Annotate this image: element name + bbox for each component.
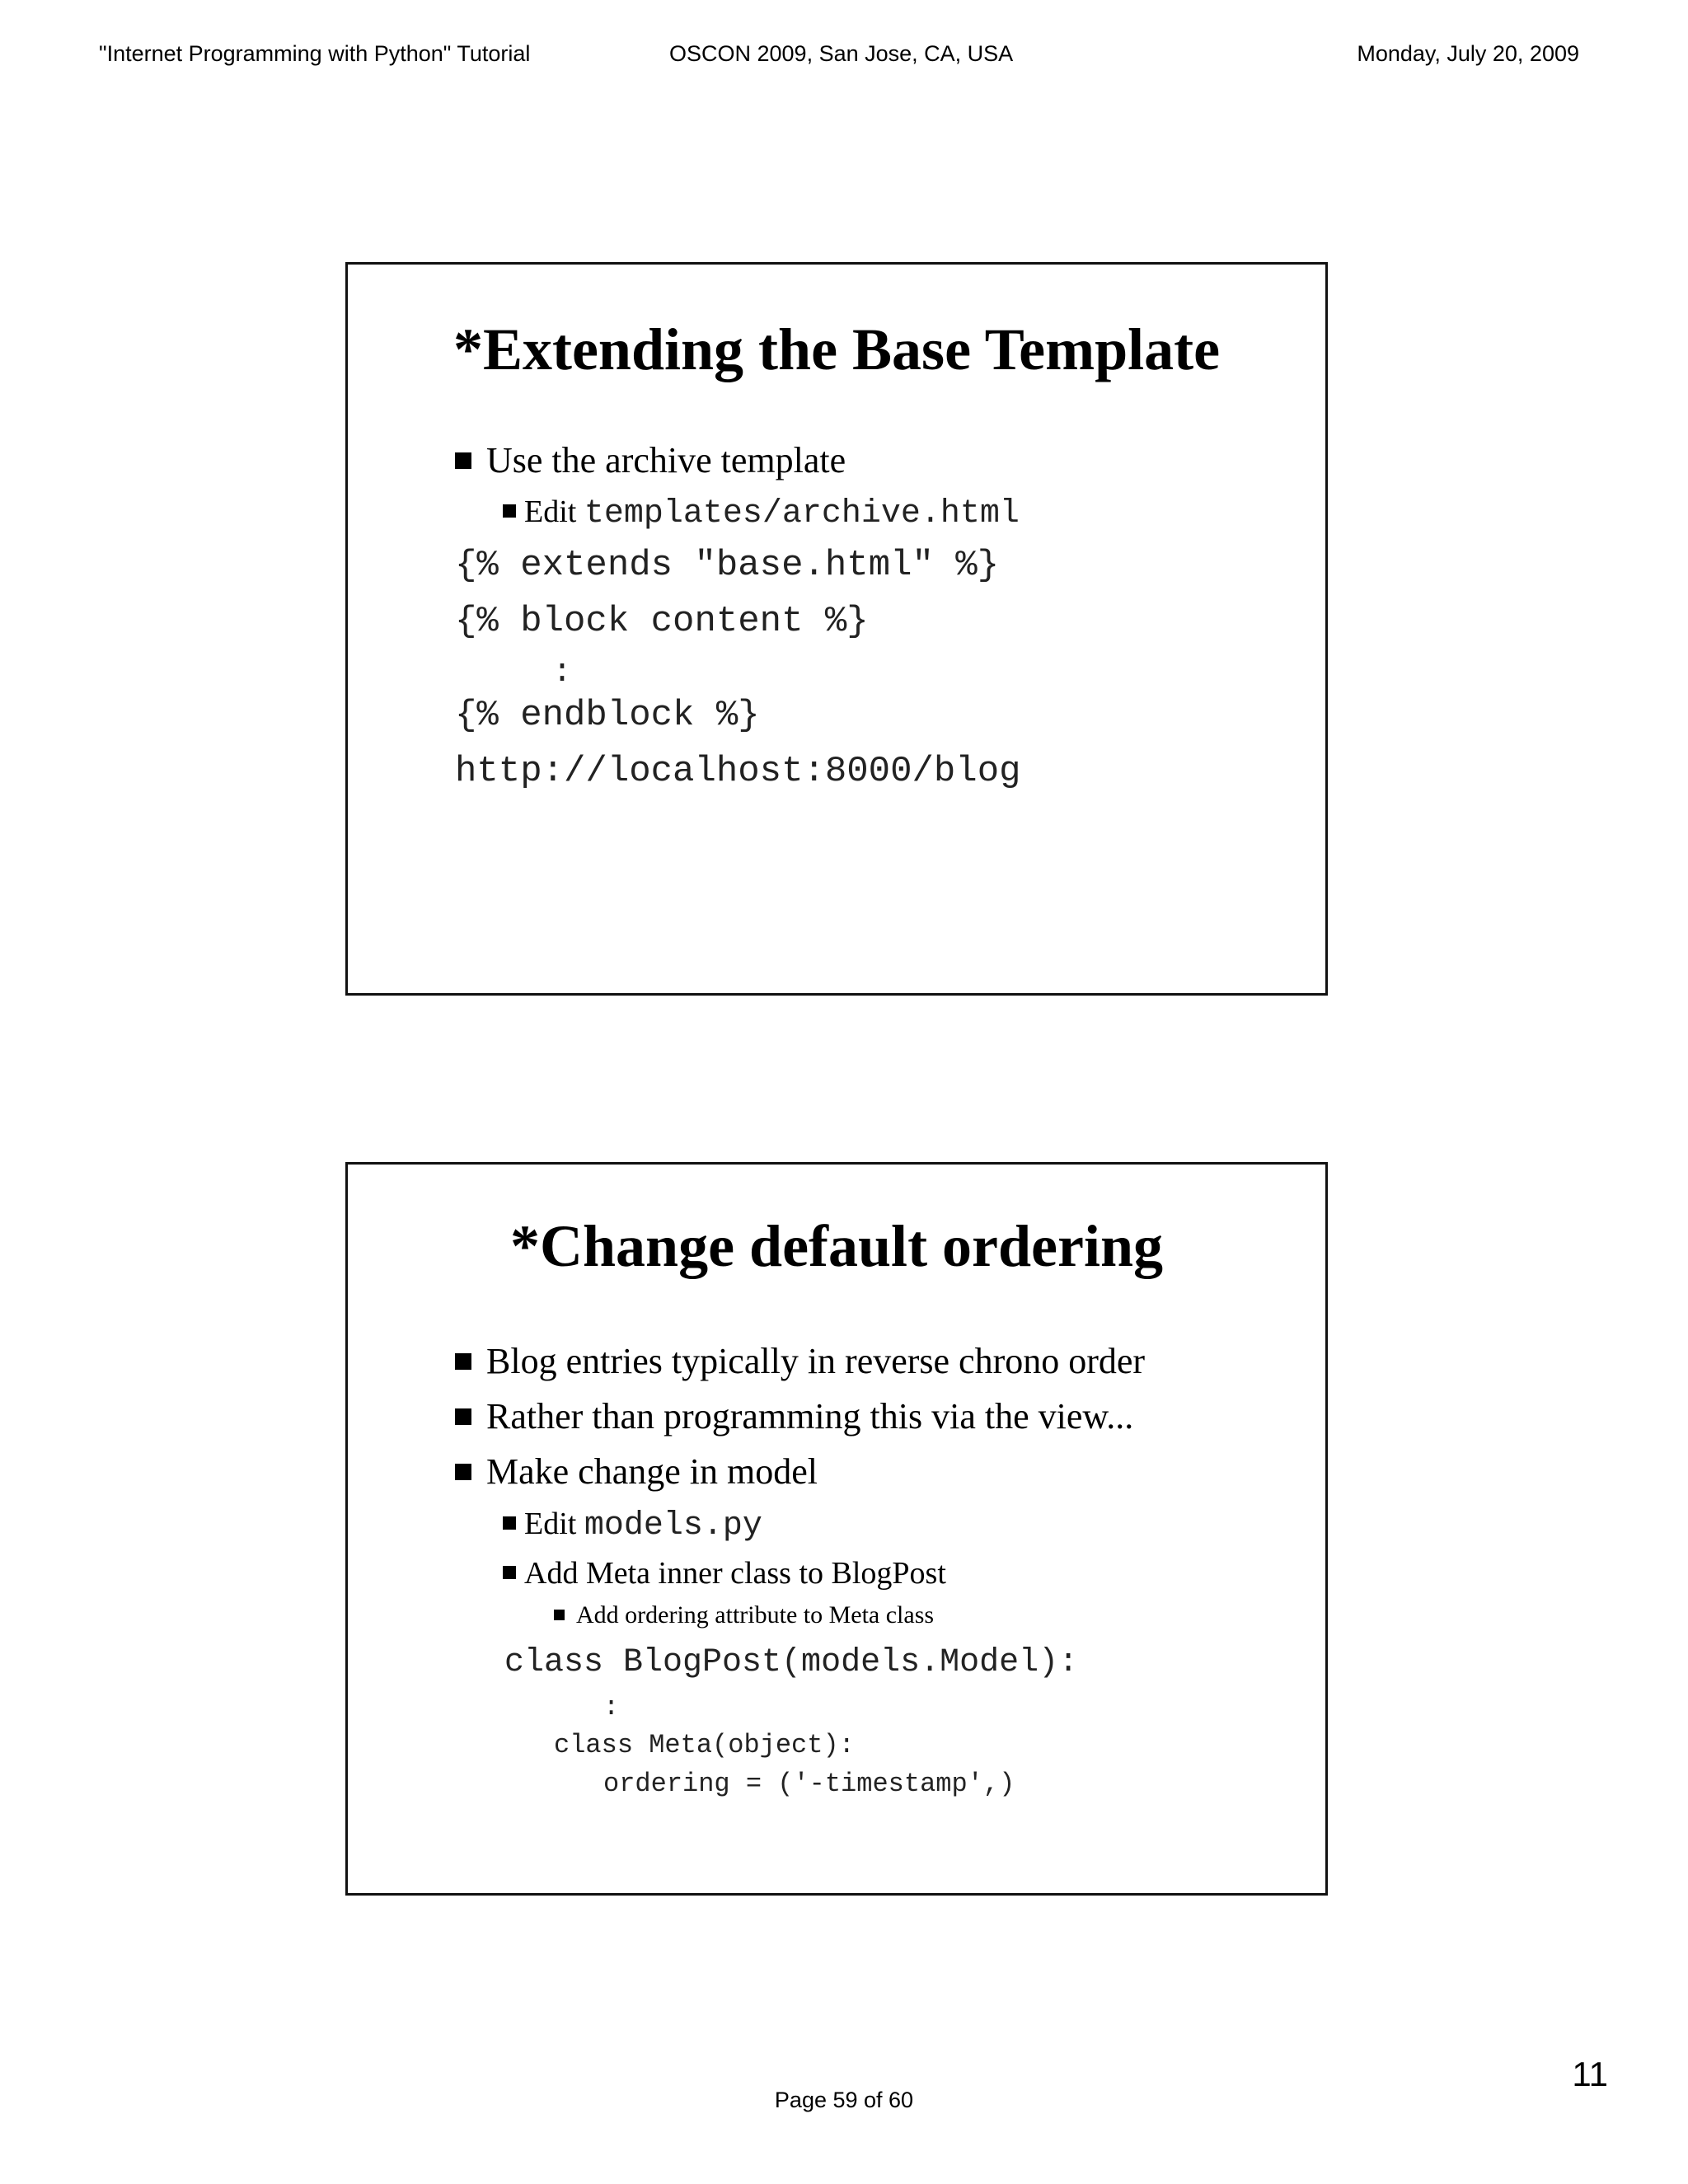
slide-page-number: 11: [1572, 2055, 1608, 2093]
code-line: class Meta(object):: [554, 1730, 855, 1760]
code-line: class BlogPost(models.Model):: [504, 1644, 1079, 1681]
square-bullet-icon: [503, 1516, 516, 1530]
header-date: Monday, July 20, 2009: [1357, 41, 1579, 66]
header-event: OSCON 2009, San Jose, CA, USA: [669, 41, 1014, 66]
square-bullet-icon: [455, 1408, 471, 1425]
sub-bullet-item: Edit models.py: [503, 1506, 762, 1544]
square-bullet-icon: [455, 452, 471, 469]
sub-bullet-item: Edit templates/archive.html: [503, 494, 1020, 532]
code-line: :: [552, 654, 573, 691]
code-line: {% endblock %}: [455, 695, 760, 736]
sub-sub-bullet-item: Add ordering attribute to Meta class: [554, 1601, 934, 1629]
bullet-item: Use the archive template: [455, 439, 846, 481]
square-bullet-icon: [554, 1610, 565, 1620]
page-footer: Page 59 of 60: [774, 2088, 914, 2112]
file-path: templates/archive.html: [584, 495, 1020, 532]
file-path: models.py: [584, 1507, 762, 1544]
slide-title: *Change default ordering: [510, 1213, 1163, 1279]
slide-change-default-ordering: [345, 1162, 1328, 1896]
code-line: {% extends "base.html" %}: [455, 545, 1000, 586]
square-bullet-icon: [503, 1566, 516, 1579]
slide-extending-base-template: [345, 262, 1328, 996]
sub-bullet-item: Add Meta inner class to BlogPost: [503, 1555, 946, 1591]
code-line: :: [603, 1692, 620, 1722]
header-left-title: "Internet Programming with Python" Tutorial: [99, 41, 531, 66]
square-bullet-icon: [503, 504, 516, 518]
bullet-item: Blog entries typically in reverse chrono order: [455, 1340, 1145, 1382]
bullet-item: Rather than programming this via the view...: [455, 1395, 1133, 1437]
bullet-item: Make change in model: [455, 1451, 818, 1493]
code-line: ordering = ('-timestamp',): [603, 1769, 1015, 1799]
square-bullet-icon: [455, 1464, 471, 1480]
slide-title: *Extending the Base Template: [452, 316, 1221, 382]
code-line: {% block content %}: [455, 601, 869, 642]
square-bullet-icon: [455, 1353, 471, 1370]
code-line-url: http://localhost:8000/blog: [455, 751, 1021, 792]
